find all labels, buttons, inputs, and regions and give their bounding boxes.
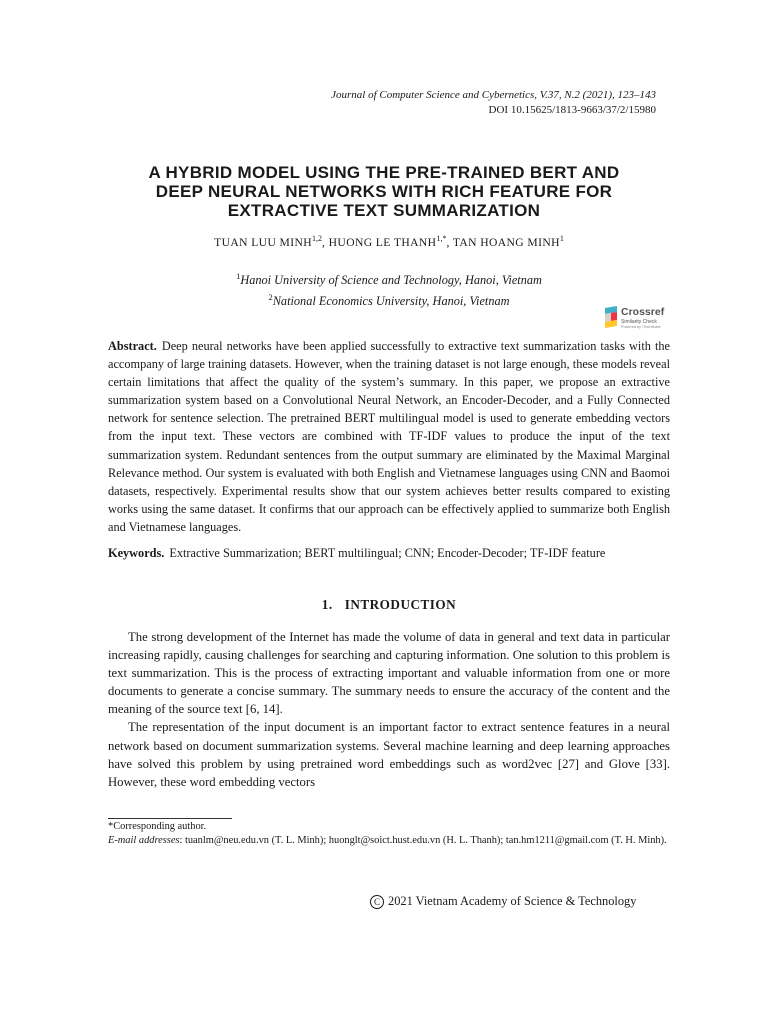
title-line: DEEP NEURAL NETWORKS WITH RICH FEATURE FOR: [155, 182, 613, 201]
doi: DOI 10.15625/1813-9663/37/2/15980: [488, 104, 656, 116]
crossref-icon-left: [605, 313, 611, 322]
affiliation-marker: 1: [236, 271, 241, 281]
author-affiliation-marker: 1,2: [312, 234, 323, 243]
author-name: , HUONG LE THANH: [322, 235, 437, 249]
email-addresses: : tuanlm@neu.edu.vn (T. L. Minh); huonglt@soict.hust.edu.vn (H. L. Thanh); tan.hm1211@gmail.com (T. H. Minh).: [179, 834, 667, 846]
journal-citation: Journal of Computer Science and Cybernetics, V.37, N.2 (2021), 123–143: [331, 89, 656, 101]
author-name: TUAN LUU MINH: [214, 235, 313, 249]
keywords-text: Extractive Summarization; BERT multilingual; CNN; Encoder-Decoder; TF-IDF feature: [169, 546, 606, 560]
crossref-icon: [604, 306, 620, 328]
copyright-notice: [370, 894, 636, 909]
paragraph: The representation of the input document is an important factor to extract sentence features in a neural network based on document summarization systems. Several machine learning and deep learning approaches have solved this problem by using pretrained word embeddings such as word2vec [27] and Glove [33]. However, these word embedding vectors: [108, 720, 670, 789]
affiliations: [108, 268, 670, 310]
section-title: INTRODUCTION: [344, 597, 457, 612]
journal-header: [108, 88, 656, 118]
crossref-similarity-check-logo: [604, 305, 674, 331]
paragraph: The strong development of the Internet has made the volume of data in general and text data in particular increasing rapidly, causing challenges for searching and capturing information. One solution to this problem is text summarization. This is the process of extracting important and valuable information from one or more documents to generate a concise summary. The summary needs to ensure the accuracy of the content and the meaning of the source text [6, 14].: [108, 630, 670, 717]
section-number: 1.: [321, 597, 333, 612]
keywords-label: Keywords.: [108, 546, 165, 560]
paper-title: [80, 163, 688, 220]
author-list: [108, 234, 670, 249]
footnote: [108, 820, 670, 848]
section-heading: [108, 597, 670, 613]
affiliation-marker: 2: [268, 292, 273, 303]
crossref-subtitle: Similarity Check: [621, 319, 657, 325]
affiliation-text: Hanoi University of Science and Technology, Hanoi, Vietnam: [240, 273, 542, 288]
abstract-label: Abstract.: [108, 339, 157, 353]
crossref-powered-by: Powered by iThenticate: [621, 325, 661, 329]
author-name: , TAN HOANG MINH: [446, 235, 560, 249]
affiliation-text: National Economics University, Hanoi, Vietnam: [272, 294, 510, 309]
affiliation: [108, 289, 670, 310]
corresponding-author-note: *Corresponding author.: [108, 821, 207, 832]
title-line: EXTRACTIVE TEXT SUMMARIZATION: [227, 201, 541, 220]
introduction-body: [108, 628, 670, 791]
abstract-text: Deep neural networks have been applied successfully to extractive text summarization tasks with the accompany of large training datasets. However, when the training dataset is not large enough, these models reveal certain limitations that affect the quality of the system’s summary. In this paper, we propose an extractive summarization system based on a Convolutional Neural Network, an Encoder-Decoder, and a Fully Connected network for sentence selection. The pretrained BERT multilingual model is used to generate embedding vectors from the input text. These vectors are combined with TF-IDF values to produce the input of the text summarization system. Redundant sentences from the output summary are eliminated by the Maximal Marginal Relevance method. Our system is evaluated with both English and Vietnamese languages using CNN and Baomoi datasets, respectively. Experimental results show that our system achieves better results compared to existing works using the same dataset. It confirms that our approach can be effectively applied to summarize both English and Vietnamese languages.: [108, 339, 670, 534]
abstract: [108, 337, 670, 536]
copyright-text: 2021 Vietnam Academy of Science & Technology: [388, 894, 637, 908]
crossref-wordmark: Crossref: [621, 306, 665, 318]
footnote-rule: [108, 818, 232, 819]
email-label: E-mail addresses: [108, 834, 180, 846]
author-affiliation-marker: 1,*: [436, 234, 447, 243]
affiliation: [108, 268, 670, 289]
author-affiliation-marker: 1: [559, 234, 564, 243]
title-line: A HYBRID MODEL USING THE PRE-TRAINED BERT AND: [148, 163, 620, 182]
copyright-symbol: C: [370, 895, 384, 909]
crossref-icon-right: [611, 312, 617, 321]
keywords: [108, 545, 670, 563]
